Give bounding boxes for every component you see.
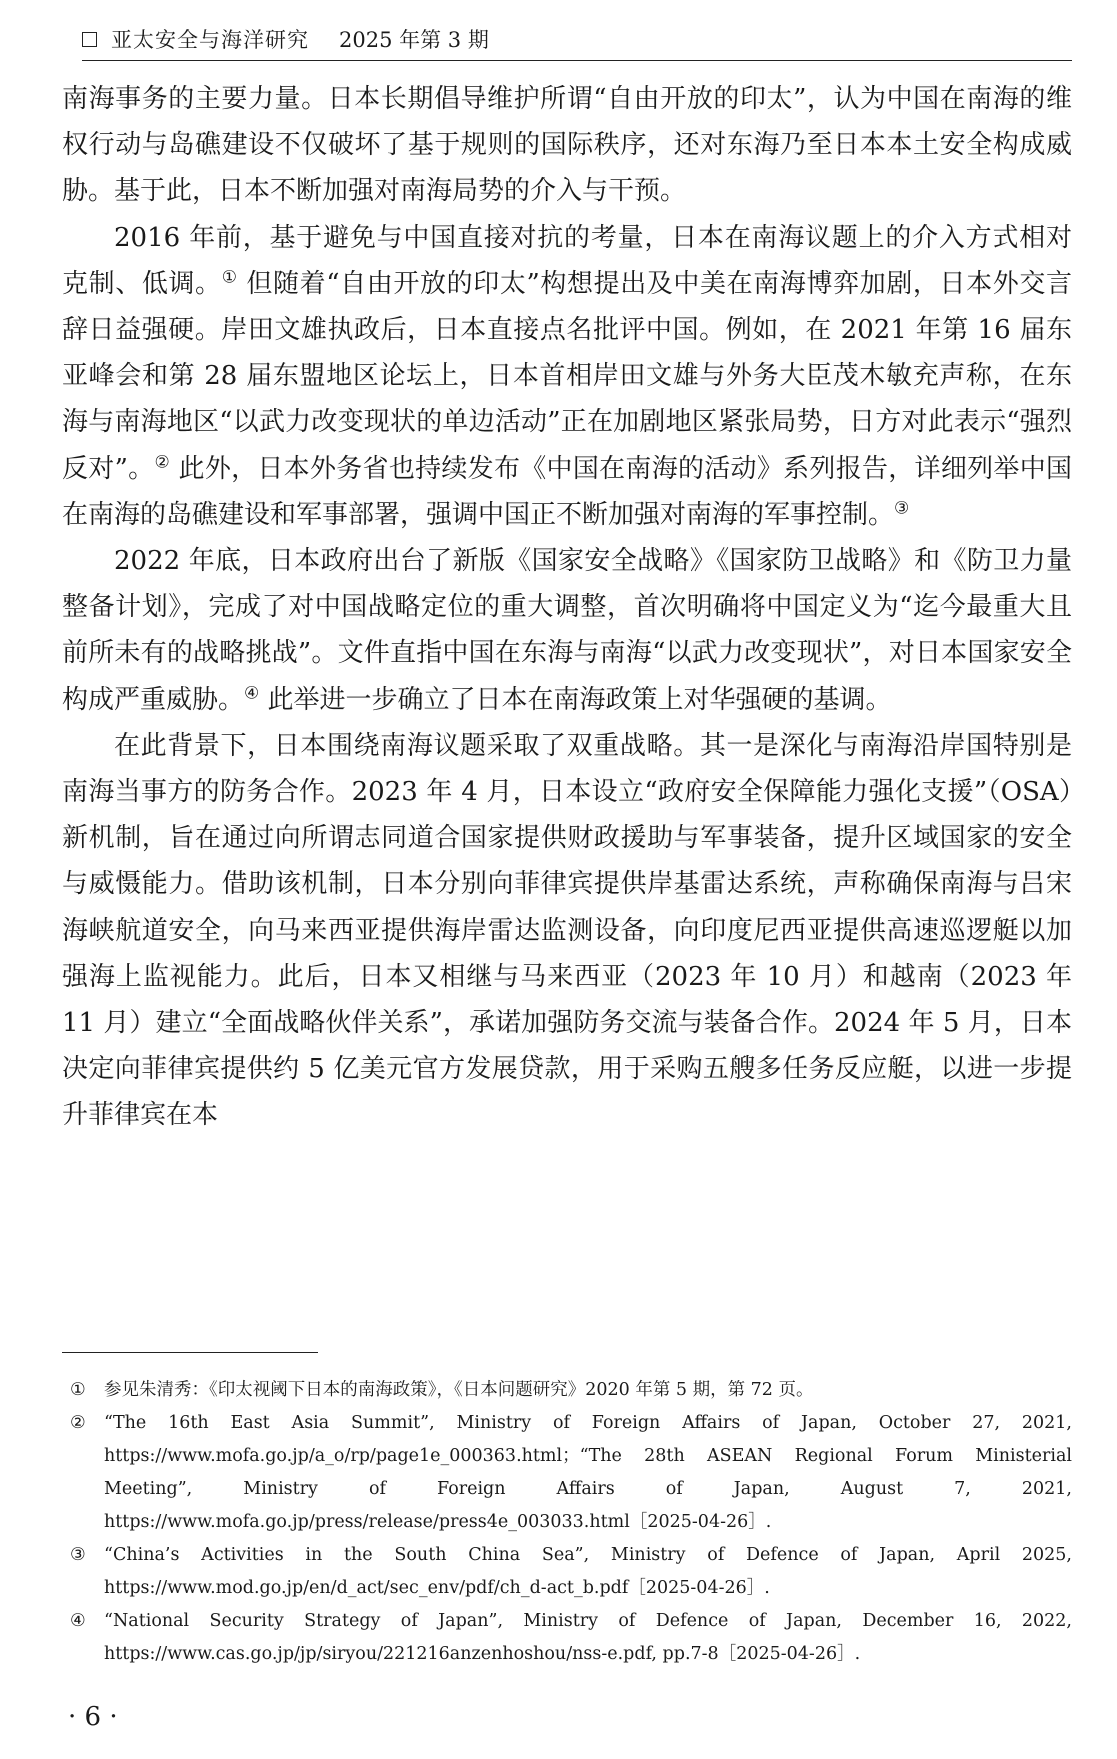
paragraph-2 [62,215,1072,538]
footnote-3 [70,1539,1072,1605]
footnote-number: ① [70,1380,86,1400]
footnote-number: ③ [70,1545,86,1565]
running-header [82,18,1072,61]
footnote-number: ② [70,1413,86,1433]
paragraph-text: 此举进一步确立了日本在南海政策上对华强硬的基调。 [259,684,892,715]
square-icon [82,32,97,47]
paragraph-text: 在此背景下，日本围绕南海议题采取了双重战略。其一是深化与南海沿岸国特别是南海当事方的防务合作。2023 年 4 月，日本设立“政府安全保障能力强化支援”（OSA）新机制，旨在通过向所谓志同道合国家提供财政援助与军事装备，提升区域国家的安全与威慑能力。借助该机制，日本分别向菲律宾提供岸基雷达系统，声称确保南海与吕宋海峡航道安全，向马来西亚提供海岸雷达监测设备，向印度尼西亚提供高速巡逻艇以加强海上监视能力。此后，日本又相继与马来西亚（2023 年 10 月）和越南（2023 年 11 月）建立“全面战略伙伴关系”，承诺加强防务交流与装备合作。2024 年 5 月，日本决定向菲律宾提供约 5 亿美元官方发展贷款，用于采购五艘多任务反应艇，以进一步提升菲律宾在本 [62,730,1072,1131]
paragraph-text: 此外，日本外务省也持续发布《中国在南海的活动》系列报告，详细列举中国在南海的岛礁建设和军事部署，强调中国正不断加强对南海的军事控制。 [62,453,1072,530]
paragraph-1 [62,76,1072,215]
footnote-4 [70,1605,1072,1671]
paragraph-text: 2016 年前，基于避免与中国直接对抗的考量，日本在南海议题上的介入方式相对克制、低调。 [62,222,1072,299]
page-number: · 6 · [68,1702,118,1732]
footnotes [70,1374,1072,1671]
paragraph-text: 南海事务的主要力量。日本长期倡导维护所谓“自由开放的印太”，认为中国在南海的维权行动与岛礁建设不仅破坏了基于规则的国际秩序，还对东海乃至日本本土安全构成威胁。基于此，日本不断加强对南海局势的介入与干预。 [62,84,1072,207]
paragraph-4 [62,723,1072,1139]
main-text [62,76,1072,1139]
paragraph-text: 但随着“自由开放的印太”构想提出及中美在南海博弈加剧，日本外交言辞日益强硬。岸田文雄执政后，日本直接点名批评中国。例如，在 2021 年第 16 届东亚峰会和第 28 届东盟地区论坛上，日本首相岸田文雄与外务大臣茂木敏充声称，在东海与南海地区“以武力改变现状的单边活动”正在加剧地区紧张局势，日方对此表示“强烈反对”。 [62,268,1072,484]
footnote-text: “China’s Activities in the South China Sea”, Ministry of Defence of Japan, April 2025, https://www.mod.go.jp/en/d_act/sec_env/pdf/ch_d-act_b.pdf［2025-04-26］. [104,1545,1072,1598]
footnote-ref-1[interactable]: ① [221,267,238,288]
footnote-number: ④ [70,1611,86,1631]
footnote-ref-4[interactable]: ④ [244,682,260,703]
paragraph-text: 2022 年底，日本政府出台了新版《国家安全战略》《国家防卫战略》和《防卫力量整备计划》，完成了对中国战略定位的重大调整，首次明确将中国定义为“迄今最重大且前所未有的战略挑战”。文件直指中国在东海与南海“以武力改变现状”，对日本国家安全构成严重威胁。 [62,546,1072,715]
paragraph-3 [62,538,1072,723]
footnote-ref-2[interactable]: ② [154,451,170,472]
footnote-text: “The 16th East Asia Summit”, Ministry of Foreign Affairs of Japan, October 27, 2021, https://www.mofa.go.jp/a_o/rp/page1e_000363.html；“The 28th ASEAN Regional Forum Ministerial Meeting”, Ministry of Foreign Affairs of Japan, August 7, 2021, https://www.mofa.go.jp/press/release/press4e_003033.html［2025-04-26］. [104,1413,1072,1532]
footnote-2 [70,1407,1072,1539]
footnote-ref-3[interactable]: ③ [894,498,910,519]
journal-title: 亚太安全与海洋研究 [111,28,309,52]
footnote-text: “National Security Strategy of Japan”, Ministry of Defence of Japan, December 16, 2022, https://www.cas.go.jp/jp/siryou/221216anzenhoshou/nss-e.pdf, pp.7-8［2025-04-26］. [104,1611,1072,1664]
footnote-divider [62,1352,318,1353]
footnote-text: 参见朱清秀：《印太视阈下日本的南海政策》，《日本问题研究》2020 年第 5 期，第 72 页。 [104,1380,814,1400]
footnote-1 [70,1374,1072,1407]
issue-number: 2025 年第 3 期 [339,28,489,52]
